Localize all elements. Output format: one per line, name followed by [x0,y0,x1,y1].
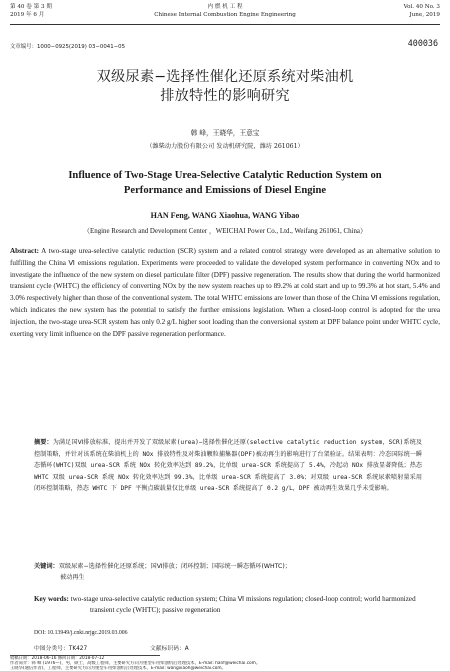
authors-en: HAN Feng, WANG Xiaohua, WANG Yibao [150,211,300,220]
issue-date: 2019 年 6 月 [10,11,45,18]
abstract-en-label: Abstract: [10,247,39,255]
footnote-author2: 王晓华(通信作者)，工程师，主要研究方向为重型车用柴油机后处理技术，E-mail: wangxiaoh@weichai.com。 [10,666,226,671]
affiliation-cn: （潍柴动力股份有限公司 发动机研究院，潍坊 261061） [146,143,304,150]
title-cn [20,68,430,106]
date-en: June, 2019 [409,11,440,18]
abstract-cn-label: 摘要： [34,439,53,446]
running-header [10,4,440,25]
footnote-received: 收稿日期：2018-06-16 修回日期：2018-07-12 [10,656,105,661]
article-id: 400036 [407,38,438,48]
keywords-cn-line2: 被动再生 [60,573,85,581]
keywords-cn-line1: 双级尿素−选择性催化还原系统；国Ⅵ排放；闭环控制；国际统一瞬态循环(WHTC)； [58,563,291,570]
affiliation-en: （Engine Research and Development Center ，WEICHAI Power Co., Ltd., Weifang 261061, China） [83,228,367,235]
title-en-line2: Performance and Emissions of Diesel Engine [123,185,327,196]
keywords-cn [34,562,422,583]
footnote-author1: 作者简介：韩 峰 (1976—)，男，硕士，高级工程师，主要研究方向为重型车用柴油机后处理技术，E-mail: hanf@weichai.com。 [10,661,261,666]
abstract-cn [34,437,422,495]
keywords-en-text: two-stage urea-selective catalytic reduction system; China Ⅵ missions regulation; closed-loop control; world harmonized transient cycle (WHTC); passive regeneration [68,595,416,614]
keywords-cn-label: 关键词： [34,563,59,570]
article-number: 文章编号：1000−0925(2019) 03−0041−05 [10,44,126,50]
volume-en: Vol. 40 No. 3 [403,4,440,10]
doi[interactable]: DOI: 10.13949/j.cnki.nrjgc.2019.03.006 [34,630,128,636]
keywords-en-label: Key words: [34,595,69,603]
document-code: 文献标识码：A [150,646,189,652]
journal-name [10,4,440,19]
journal-name-cn: 内 燃 机 工 程 [207,4,243,10]
title-en [20,168,430,198]
issue-volume: 第 40 卷 第 3 期 [10,4,52,10]
title-en-line1: Influence of Two-Stage Urea-Selective Catalytic Reduction System on [68,170,382,181]
issue-info-en [404,4,440,19]
title-cn-line1: 双级尿素−选择性催化还原系统对柴油机 [96,69,354,85]
title-cn-line2: 排放特性的影响研究 [160,88,290,104]
journal-name-en: Chinese Internal Combustion Engine Engineering [154,11,296,18]
abstract-en [10,246,440,340]
keywords-en [34,594,422,615]
abstract-cn-text: 为满足国Ⅵ排放标准，提出并开发了双级尿素(urea)−选择性催化还原(selective catalytic reduction system，SCR)系统及控制策略，并针对该系统在柴油机上的 NOx 排放特性及对柴油颗粒捕集器(DPF)被动再生的影响进行了台架验证。结果表明：冷态国际统一瞬态循环(WHTC)双级 urea-SCR 系统 NOx 转化效率达到 89.2%，比单级 urea-SCR 系统提高了 5.4%，冷起动 NOx 排放显著降低；热态 WHTC 双级 urea-SCR 系统 NOx 转化效率达到 99.3%，比单级 urea-SCR 系统提高了 3.0%；对双级 urea-SCR 系统尿素喷射量采用闭环控制策略，热态 WHTC 下 DPF 平衡点碳载量仅比单级 urea-SCR 系统提高了 0.2 g/L，DPF 被动再生效果几乎未受影响。 [34,439,422,493]
authors-cn: 韩 峰，王晓华，王意宝 [190,129,260,137]
abstract-en-text: A two-stage urea-selective catalytic reduction (SCR) system and a related control strategy were developed as an alternative solution to fulfilling the China Ⅵ emissions regulation. Experiments were proceeded to validate the developed system performance in converting NOx and to investigate the influence of the new system on diesel particulate filter (DPF) passive regeneration. The results show that during the world harmonized transient cycle (WHTC) the efficiency of converting NOx by the new system reaches up to 89.2% at cold start and up to 99.3% at hot start, 5.4% and 3.0% respectively higher than those of the conventional system. The total WHTC emissions are lower than those of the China Ⅵ emissions regulation, which indicates the new system has the potential to satisfy the further emissions legislation. When a closed-loop control is adopted for the urea injection, the two-stage urea-SCR system has only 0.2 g/L higher soot loading than the conversional system at DPF balance point under WHTC cycle, exerting very limit influence on the DPF passive regeneration performance. [10,247,440,338]
clc-number: 中图分类号：TK427 [34,646,88,652]
